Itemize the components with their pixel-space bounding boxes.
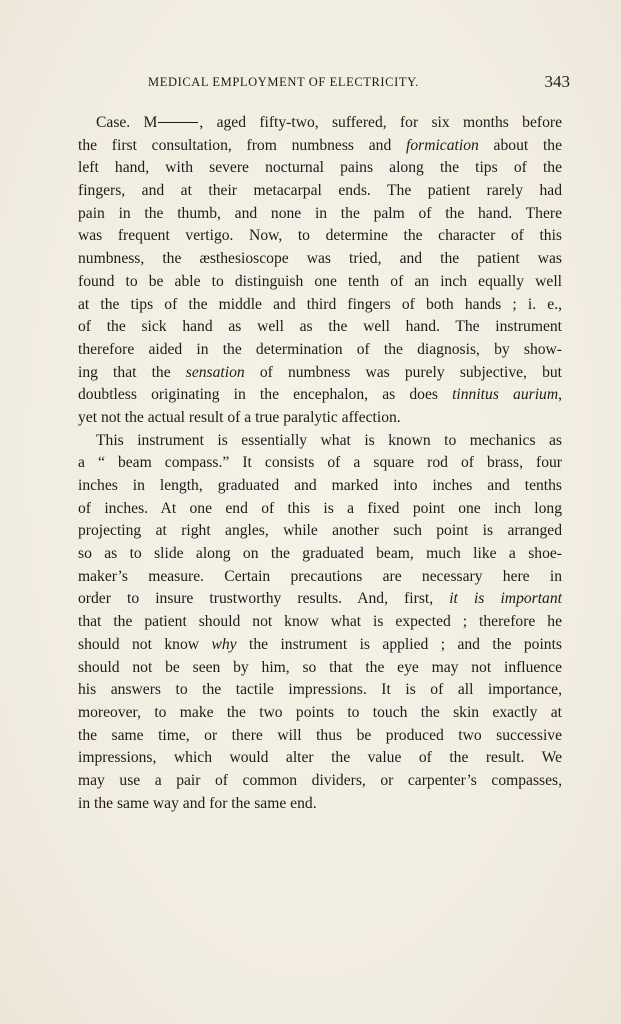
text-line: of the sick hand as well as the well hand. The instrument [78, 318, 562, 336]
text-run: , [558, 386, 562, 404]
text-run: , aged fifty-two, suffered, for six months before [199, 114, 562, 131]
text-line [78, 362, 562, 385]
text-line: impressions, which would alter the value of the result. We [78, 749, 562, 767]
text-line: inches in length, graduated and marked into inches and tenths [78, 477, 562, 494]
text-line [78, 112, 562, 135]
italic-term: sensation [185, 363, 245, 381]
italic-term: it is important [449, 590, 562, 608]
text-line: in the same way and for the same end. [78, 794, 317, 812]
text-line: so as to slide along on the graduated beam, much like a shoe- [78, 545, 562, 563]
text-line [78, 384, 562, 407]
text-run: doubtless originating in the encephalon, as does [78, 386, 453, 404]
text-line: that the patient should not know what is expected ; therefore he [78, 613, 562, 631]
text-run: should not know [78, 635, 212, 653]
text-line: maker’s measure. Certain precautions are necessary here in [78, 567, 562, 585]
text-line: left hand, with severe nocturnal pains along the tips of the [78, 159, 562, 177]
text-run: Case. M [96, 114, 158, 131]
text-run: of numbness was purely subjective, but [244, 363, 562, 381]
text-line: the same time, or there will thus be produced two successive [78, 726, 562, 744]
text-line: This instrument is essentially what is known to mechanics as [96, 431, 562, 449]
text-line: a “ beam compass.” It consists of a square rod of brass, four [78, 454, 562, 472]
text-line: fingers, and at their metacarpal ends. The patient rarely had [78, 182, 562, 200]
running-title: MEDICAL EMPLOYMENT OF ELECTRICITY. [148, 75, 419, 89]
italic-term: formication [406, 136, 479, 154]
text-line [78, 634, 562, 657]
text-line: at the tips of the middle and third fingers of both hands ; i. e., [78, 295, 562, 313]
page-number: 343 [544, 72, 570, 91]
text-run: the first consultation, from numbness and [78, 136, 407, 154]
italic-term: tinnitus aurium [452, 386, 559, 404]
text-line: his answers to the tactile impressions. It is of all importance, [78, 681, 562, 699]
text-line: projecting at right angles, while another such point is arranged [78, 522, 562, 540]
text-line: may use a pair of common dividers, or carpenter’s compasses, [78, 771, 562, 789]
text-line: of inches. At one end of this is a fixed point one inch long [78, 499, 562, 517]
text-line: should not be seen by him, so that the eye may not influence [78, 658, 562, 676]
text-line: found to be able to distinguish one tenth of an inch equally well [78, 272, 562, 290]
text-line: pain in the thumb, and none in the palm of the hand. There [78, 204, 562, 222]
text-run: about the [478, 136, 562, 154]
text-line: therefore aided in the determination of the diagnosis, by show- [78, 340, 562, 358]
body-text [78, 112, 562, 815]
running-head [78, 72, 574, 94]
text-line [78, 588, 562, 611]
text-line: moreover, to make the two points to touch the skin exactly at [78, 703, 562, 721]
italic-term: why [211, 635, 237, 653]
text-run: the instrument is applied ; and the points [236, 635, 562, 653]
text-line [78, 135, 562, 158]
text-line: numbness, the æsthesioscope was tried, and the patient was [78, 250, 562, 268]
text-run: ing that the [78, 363, 186, 381]
text-run: order to insure trustworthy results. And, first, [78, 590, 450, 608]
text-line: was frequent vertigo. Now, to determine the character of this [78, 227, 562, 245]
text-line: yet not the actual result of a true paralytic affection. [78, 408, 401, 426]
name-dash [158, 122, 198, 123]
